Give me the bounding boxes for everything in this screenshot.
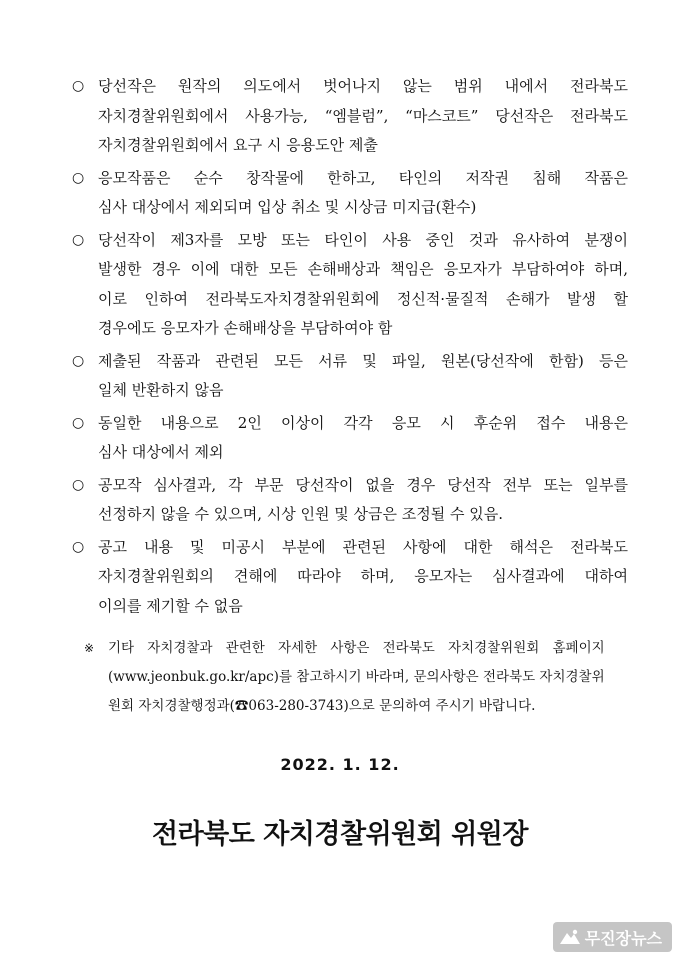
text-line: 제출된 작품과 관련된 모든 서류 및 파일, 원본(당선작에 한함) 등은 — [98, 351, 628, 370]
text-line: 자치경찰위원회에서 사용가능, “엠블럼”, “마스코트” 당선작은 전라북도 — [98, 106, 628, 125]
circle-bullet-icon: ○ — [72, 78, 85, 94]
list-item — [72, 72, 628, 161]
notice-date: 2022. 1. 12. — [280, 755, 400, 774]
circle-bullet-icon: ○ — [72, 169, 85, 186]
text-line: 응모작품은 순수 창작물에 한하고, 타인의 저작권 침해 작품은 — [98, 168, 628, 187]
terms-list — [72, 72, 628, 624]
text-line: 선정하지 않을 수 있으며, 시상 인원 및 상금은 조정될 수 있음. — [98, 505, 503, 523]
text-line: 이의를 제기할 수 없음 — [98, 596, 243, 615]
circle-bullet-icon: ○ — [72, 231, 85, 248]
circle-bullet-icon: ○ — [72, 352, 85, 369]
mountain-logo-icon — [559, 928, 581, 946]
list-item — [72, 164, 628, 223]
text-line: 당선작은 원작의 의도에서 벗어나지 않는 범위 내에서 전라북도 — [98, 77, 628, 95]
text-line: 동일한 내용으로 2인 이상이 각각 응모 시 후순위 접수 내용은 — [98, 413, 628, 432]
contact-note — [84, 634, 628, 721]
text-line: 공모작 심사결과, 각 부문 당선작이 없을 경우 당선작 전부 또는 일부를 — [98, 475, 628, 494]
text-line: 당선작이 제3자를 모방 또는 타인이 사용 중인 것과 유사하여 분쟁이 — [98, 230, 628, 249]
text-line: 원회 자치경찰행정과(☎063-280-3743)으로 문의하여 주시기 바랍니다. — [108, 698, 536, 714]
text-line: (www.jeonbuk.go.kr/apc)를 참고하시기 바라며, 문의사항은 전라북도 자치경찰위 — [108, 669, 605, 685]
text-line: 심사 대상에서 제외되며 입상 취소 및 시상금 미지급(환수) — [98, 198, 477, 216]
circle-bullet-icon: ○ — [72, 414, 85, 431]
text-line: 자치경찰위원회에서 요구 시 응용도안 제출 — [98, 136, 378, 154]
text-line: 경우에도 응모자가 손해배상을 부담하여야 함 — [98, 319, 393, 337]
circle-bullet-icon: ○ — [72, 538, 85, 555]
text-line: 공고 내용 및 미공시 부분에 관련된 사항에 대한 해석은 전라북도 — [98, 537, 628, 556]
text-line: 자치경찰위원회의 견해에 따라야 하며, 응모자는 심사결과에 대하여 — [98, 567, 628, 585]
list-item — [72, 471, 628, 530]
text-line: 발생한 경우 이에 대한 모든 손해배상과 책임은 응모자가 부담하여야 하며, — [98, 260, 628, 278]
list-item — [72, 533, 628, 622]
text-line: 기타 자치경찰과 관련한 자세한 사항은 전라북도 자치경찰위원회 홈페이지 — [108, 640, 605, 656]
news-watermark — [553, 922, 672, 952]
list-item — [72, 347, 628, 406]
text-line: 일체 반환하지 않음 — [98, 381, 224, 399]
reference-mark-icon: ※ — [84, 641, 95, 655]
list-item — [72, 226, 628, 344]
text-line: 심사 대상에서 제외 — [98, 443, 224, 461]
issuer-signature: 전라북도 자치경찰위원회 위원장 — [152, 819, 528, 850]
text-line: 이로 인하여 전라북도자치경찰위원회에 정신적·물질적 손해가 발생 할 — [98, 289, 628, 308]
list-item — [72, 409, 628, 468]
circle-bullet-icon: ○ — [72, 476, 85, 493]
watermark-text: 무진장뉴스 — [584, 928, 662, 948]
